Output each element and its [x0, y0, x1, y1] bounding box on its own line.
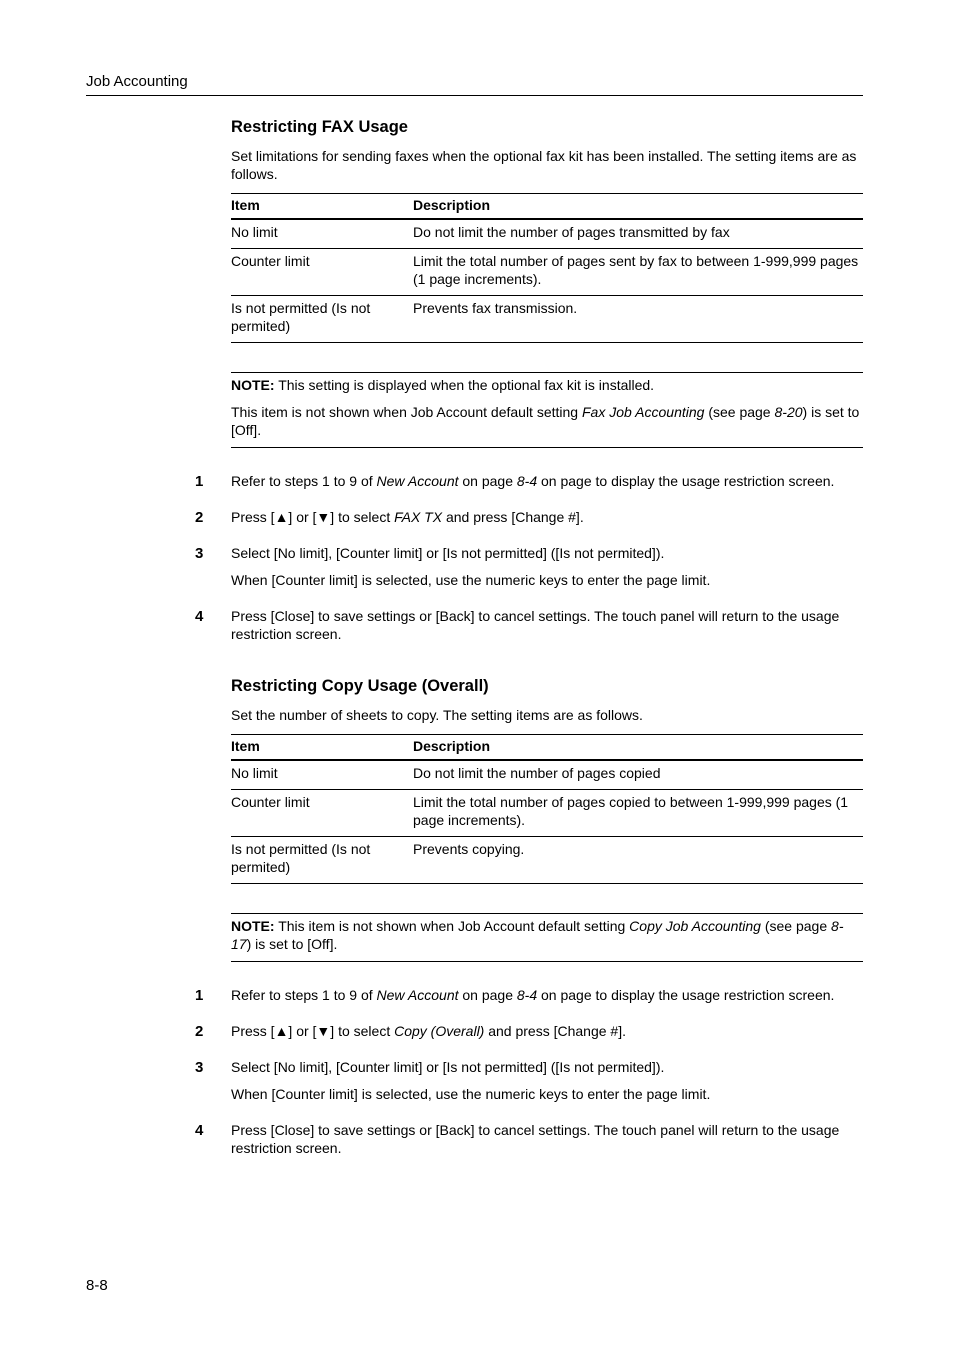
- procedure-step: [195, 1022, 863, 1040]
- settings-table: [231, 734, 863, 884]
- table-cell-item: No limit: [231, 219, 413, 249]
- note-box: [231, 372, 863, 448]
- settings-table: [231, 193, 863, 343]
- section-fax-usage: [195, 118, 863, 643]
- procedure-step: [195, 508, 863, 526]
- table-row: [231, 249, 863, 296]
- procedure-step: [195, 1058, 863, 1103]
- step-number: 2: [195, 1023, 204, 1040]
- step-text: Refer to steps 1 to 9 of New Account on page 8-4 on page to display the usage restriction screen.: [231, 987, 835, 1003]
- procedure-steps: [195, 986, 863, 1157]
- procedure-steps: [195, 472, 863, 643]
- step-subtext: When [Counter limit] is selected, use the numeric keys to enter the page limit.: [231, 1086, 711, 1102]
- procedure-step: [195, 544, 863, 589]
- step-text: Refer to steps 1 to 9 of New Account on page 8-4 on page to display the usage restriction screen.: [231, 473, 835, 489]
- table-row: [231, 219, 863, 249]
- column-header-item: Item: [231, 735, 413, 761]
- step-number: 1: [195, 987, 204, 1004]
- page-header: [86, 73, 863, 96]
- table-cell-description: Prevents fax transmission.: [413, 296, 863, 343]
- table-cell-description: Prevents copying.: [413, 837, 863, 884]
- note-label: NOTE:: [231, 918, 275, 934]
- step-text: Select [No limit], [Counter limit] or [Is not permitted] ([Is not permited]).: [231, 545, 665, 561]
- table-cell-description: Limit the total number of pages sent by fax to between 1-999,999 pages (1 page increments).: [413, 249, 863, 296]
- step-number: 3: [195, 545, 204, 562]
- table-cell-item: No limit: [231, 760, 413, 790]
- step-text: Select [No limit], [Counter limit] or [Is not permitted] ([Is not permited]).: [231, 1059, 665, 1075]
- step-number: 4: [195, 608, 204, 625]
- section-heading: Restricting Copy Usage (Overall): [231, 677, 489, 695]
- section-heading: Restricting FAX Usage: [231, 118, 408, 136]
- procedure-step: [195, 607, 863, 643]
- table-row: [231, 837, 863, 884]
- page-content: [195, 118, 863, 1175]
- column-header-item: Item: [231, 194, 413, 220]
- table-cell-item: Counter limit: [231, 790, 413, 837]
- section-intro: Set limitations for sending faxes when the optional fax kit has been installed. The setting items are as follows.: [231, 148, 857, 182]
- step-subtext: When [Counter limit] is selected, use the numeric keys to enter the page limit.: [231, 572, 711, 588]
- header-title: Job Accounting: [86, 73, 188, 90]
- table-cell-item: Counter limit: [231, 249, 413, 296]
- procedure-step: [195, 1121, 863, 1157]
- section-copy-usage: [195, 677, 863, 1157]
- note-extra-text: This item is not shown when Job Account default setting Fax Job Accounting (see page 8-20) is set to [Off].: [231, 404, 860, 438]
- note-text: NOTE: This setting is displayed when the optional fax kit is installed.: [231, 377, 655, 393]
- page-number: 8-8: [86, 1277, 108, 1294]
- step-number: 3: [195, 1059, 204, 1076]
- table-row: [231, 760, 863, 790]
- table-cell-item: Is not permitted (Is not permited): [231, 837, 413, 884]
- section-intro: Set the number of sheets to copy. The setting items are as follows.: [231, 707, 643, 723]
- note-text: NOTE: This item is not shown when Job Account default setting Copy Job Accounting (see page 8-17) is set to [Off].: [231, 918, 844, 952]
- column-header-description: Description: [413, 735, 863, 761]
- table-header-row: [231, 735, 863, 761]
- table-cell-item: Is not permitted (Is not permited): [231, 296, 413, 343]
- column-header-description: Description: [413, 194, 863, 220]
- table-header-row: [231, 194, 863, 220]
- table-cell-description: Do not limit the number of pages copied: [413, 760, 863, 790]
- step-text: Press [Close] to save settings or [Back] to cancel settings. The touch panel will return to the usage restriction screen.: [231, 1122, 840, 1156]
- step-text: Press [▲] or [▼] to select FAX TX and press [Change #].: [231, 509, 584, 525]
- step-number: 1: [195, 473, 204, 490]
- step-text: Press [▲] or [▼] to select Copy (Overall) and press [Change #].: [231, 1023, 626, 1039]
- table-cell-description: Do not limit the number of pages transmitted by fax: [413, 219, 863, 249]
- note-label: NOTE:: [231, 377, 275, 393]
- step-text: Press [Close] to save settings or [Back] to cancel settings. The touch panel will return to the usage restriction screen.: [231, 608, 840, 642]
- step-number: 2: [195, 509, 204, 526]
- procedure-step: [195, 986, 863, 1004]
- table-row: [231, 790, 863, 837]
- step-number: 4: [195, 1122, 204, 1139]
- table-cell-description: Limit the total number of pages copied to between 1-999,999 pages (1 page increments).: [413, 790, 863, 837]
- table-row: [231, 296, 863, 343]
- note-box: [231, 913, 863, 962]
- procedure-step: [195, 472, 863, 490]
